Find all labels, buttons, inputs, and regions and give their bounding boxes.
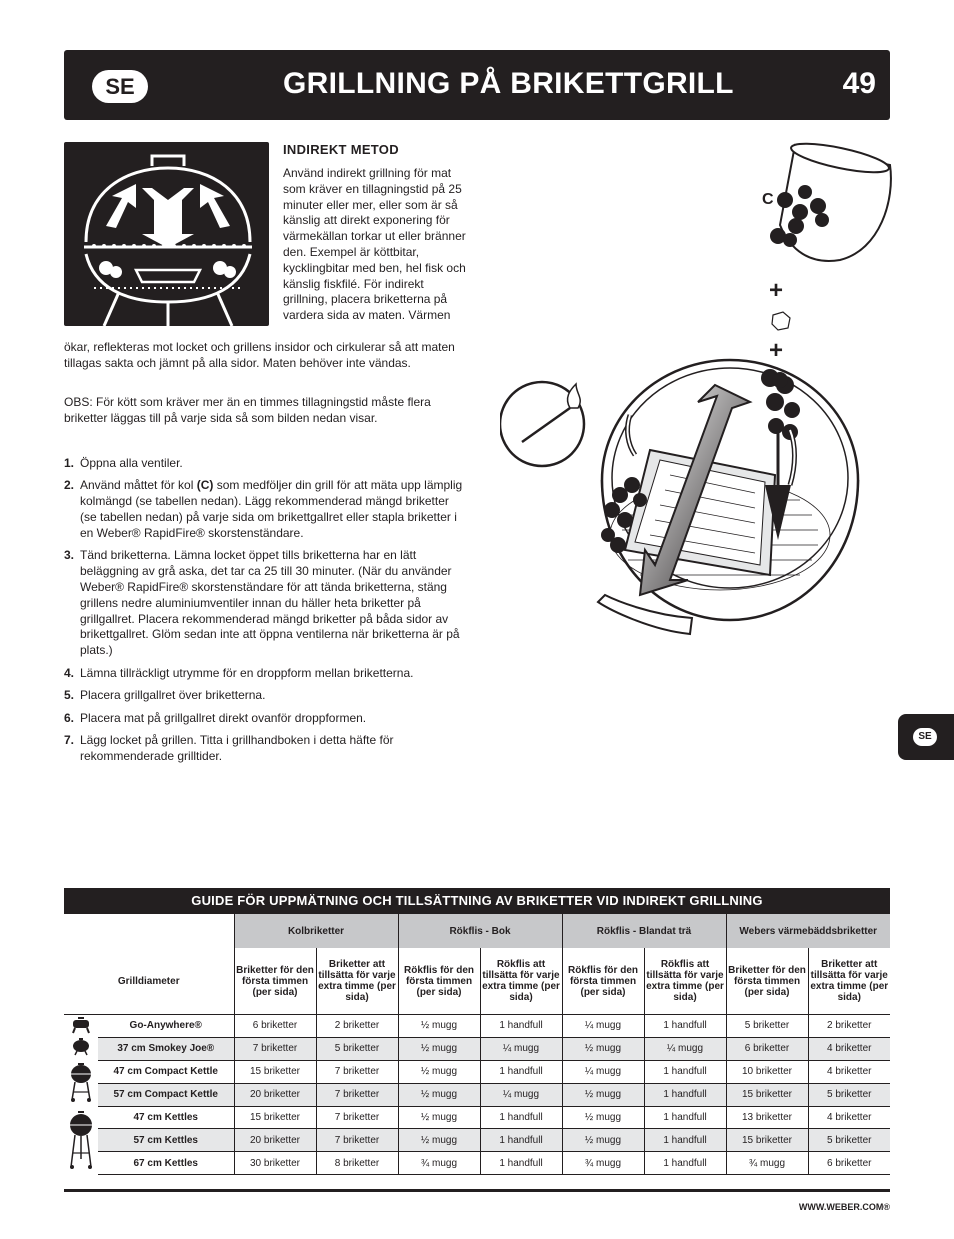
footer-divider [64,1189,890,1192]
table-row [64,1129,890,1152]
sub-header: Briketter att tillsätta för varje extra timme (per sida) [316,948,398,1015]
step-text: Placera mat på grillgallret direkt ovanför droppformen. [80,710,367,725]
value-cell: 1 handfull [480,1106,562,1129]
step-text: Tänd briketterna. Lämna locket öppet tills briketterna har en lätt beläggning av grå aska, det tar ca 25 till 30 minuter. (När du använder Weber® RapidFire® skorstenständare för att tända briketterna, stäng grillens nedre aluminiumventiler innan du häller heta briketter på grillgallret. Placera rekommenderad mängd briketter på båda sidor av brikettgallret. Glöm sedan inte att öppna ventilerna när briketterna är på plats.) [80,548,460,658]
obs-note: OBS: För kött som kräver mer än en timmes tillagningstid måste flera briketter läggas till på varje sida så som bilden nedan visar. [64,395,431,425]
step-number: 5. [64,688,75,703]
value-cell: 20 briketter [234,1083,316,1106]
kettle-grill-icon [64,1106,98,1175]
guide-title-bar [64,888,890,914]
table-row [64,1152,890,1175]
instruction-step [64,733,464,765]
page-title: GRILLNING PÅ BRIKETTGRILL [283,67,734,100]
instruction-step [64,666,464,682]
step-number: 2. [64,478,75,493]
grill-diameter-cell: 67 cm Kettles [98,1152,234,1175]
guide-title: GUIDE FÖR UPPMÄTNING OCH TILLSÄTTNING AV BRIKETTER VID INDIREKT GRILLNING [191,893,763,908]
value-cell: 30 briketter [234,1152,316,1175]
sub-header: Briketter för den första timmen (per sida) [726,948,808,1015]
value-cell: 15 briketter [726,1129,808,1152]
value-cell: ¾ mugg [562,1152,644,1175]
value-cell: 1 handfull [480,1152,562,1175]
table-row [64,1015,890,1038]
value-cell: 1 handfull [644,1129,726,1152]
value-cell: 5 briketter [808,1129,890,1152]
table-row [64,1083,890,1106]
step-number: 4. [64,665,75,680]
wood-chunk-icon [772,312,790,330]
value-cell: ¼ mugg [480,1037,562,1060]
go-anywhere-grill-icon [64,1015,98,1038]
measuring-cup-icon [770,140,891,261]
value-cell: 10 briketter [726,1060,808,1083]
instruction-step [64,688,464,704]
value-cell: ½ mugg [562,1129,644,1152]
grill-diameter-cell: 57 cm Kettles [98,1129,234,1152]
section-heading: INDIREKT METOD [283,142,399,157]
footer-url: WWW.WEBER.COM® [798,1202,890,1212]
sub-header: Briketter att tillsätta för varje extra timme (per sida) [808,948,890,1015]
value-cell: 1 handfull [644,1015,726,1038]
value-cell: 7 briketter [316,1060,398,1083]
value-cell: ¾ mugg [726,1152,808,1175]
value-cell: 1 handfull [644,1152,726,1175]
grill-diameter-cell: 37 cm Smokey Joe® [98,1037,234,1060]
label-c: C [762,191,774,208]
value-cell: ¼ mugg [562,1060,644,1083]
value-cell: 1 handfull [644,1060,726,1083]
value-cell: ¼ mugg [480,1083,562,1106]
value-cell: 7 briketter [316,1129,398,1152]
value-cell: 13 briketter [726,1106,808,1129]
table-row [64,1037,890,1060]
value-cell: 1 handfull [480,1060,562,1083]
grill-diameter-cell: 47 cm Compact Kettle [98,1060,234,1083]
value-cell: 2 briketter [316,1015,398,1038]
side-language-tab [898,714,954,760]
grill-diameter-cell: 47 cm Kettles [98,1106,234,1129]
instruction-step [64,548,464,659]
group-header: Webers värmebäddsbriketter [726,914,890,948]
page-number: 49 [842,67,876,100]
instruction-steps [64,456,464,771]
value-cell: 1 handfull [480,1129,562,1152]
compact-kettle-grill-icon [64,1060,98,1106]
kettle-grill-illustration [500,140,900,660]
row-header-label: Grilldiameter [64,948,234,1015]
value-cell: 7 briketter [234,1037,316,1060]
plus-sign-2: + [769,337,784,364]
sub-header: Rökflis att tillsätta för varje extra timme (per sida) [480,948,562,1015]
step-text: Lämna tillräckligt utrymme för en droppform mellan briketterna. [80,665,414,680]
step-text: Lägg locket på grillen. Titta i grillhandboken i detta häfte för rekommenderade grilltider. [80,733,394,763]
value-cell: ½ mugg [562,1106,644,1129]
intro-paragraph-continued: ökar, reflekteras mot locket och grillens insidor och cirkulerar så att maten tillagas sakta och jämnt på alla sidor. Maten behöver inte vändas. [64,340,455,370]
table-row [64,1106,890,1129]
language-badge: SE [92,70,148,103]
value-cell: 6 briketter [726,1037,808,1060]
value-cell: 5 briketter [808,1083,890,1106]
briquette-guide-table [64,914,890,1175]
value-cell: 7 briketter [316,1083,398,1106]
value-cell: ¾ mugg [398,1152,480,1175]
value-cell: 6 briketter [234,1015,316,1038]
value-cell: ½ mugg [398,1129,480,1152]
sub-header: Rökflis för den första timmen (per sida) [398,948,480,1015]
value-cell: 15 briketter [726,1083,808,1106]
step-number: 6. [64,710,75,725]
value-cell: ½ mugg [398,1015,480,1038]
smokey-joe-grill-icon [64,1037,98,1060]
value-cell: 5 briketter [726,1015,808,1038]
step-text: Använd måttet för kol [80,478,197,493]
step-reference: (C) [196,478,214,493]
intro-paragraph: Använd indirekt grillning för mat som kräver en tillagningstid på 25 minuter eller mer, eller som är så känslig att direkt exponering för värmekällan torkar ut eller bränner den. Exempel är köttbitar, kycklingbitar med ben, hel fisk och känslig fiskfilé. För indirekt grillning, placera briketterna på vardera sida av maten. Värmen [283,166,466,323]
step-number: 1. [64,456,75,470]
value-cell: ½ mugg [562,1083,644,1106]
instruction-step [64,456,464,472]
value-cell: ½ mugg [562,1037,644,1060]
table-corner [64,914,234,948]
value-cell: ¼ mugg [644,1037,726,1060]
value-cell: 4 briketter [808,1060,890,1083]
value-cell: 1 handfull [644,1106,726,1129]
value-cell: 5 briketter [316,1037,398,1060]
value-cell: 20 briketter [234,1129,316,1152]
value-cell: 2 briketter [808,1015,890,1038]
value-cell: ½ mugg [398,1037,480,1060]
value-cell: ½ mugg [398,1106,480,1129]
value-cell: 6 briketter [808,1152,890,1175]
sub-header: Rökflis att tillsätta för varje extra timme (per sida) [644,948,726,1015]
indirect-heat-icon [64,142,269,326]
step-number: 3. [64,548,75,563]
instruction-step [64,711,464,727]
value-cell: ½ mugg [398,1083,480,1106]
group-header: Kolbriketter [234,914,398,948]
value-cell: 15 briketter [234,1060,316,1083]
value-cell: 1 handfull [480,1015,562,1038]
grill-diameter-cell: 57 cm Compact Kettle [98,1083,234,1106]
value-cell: 4 briketter [808,1037,890,1060]
group-header: Rökflis - Blandat trä [562,914,726,948]
step-text: Öppna alla ventiler. [80,456,183,470]
step-text: Placera grillgallret över briketterna. [80,688,266,703]
step-number: 7. [64,733,75,748]
side-language-label: SE [913,728,937,746]
value-cell: 4 briketter [808,1106,890,1129]
sub-header: Briketter för den första timmen (per sida) [234,948,316,1015]
group-header: Rökflis - Bok [398,914,562,948]
grill-diameter-cell: Go-Anywhere® [98,1015,234,1038]
plus-sign-1: + [769,277,784,304]
step-text-continued: som medföljer din grill för att mäta upp lämplig kolmängd (se tabellen nedan). Lägg rekommenderad mängd briketter (se tabellen nedan) på varje sida om brikettgallret eller stapla briketter i en Weber® RapidFire® skorstenständare. [80,478,463,540]
value-cell: ¼ mugg [562,1015,644,1038]
value-cell: 1 handfull [644,1083,726,1106]
value-cell: 15 briketter [234,1106,316,1129]
sub-header: Rökflis för den första timmen (per sida) [562,948,644,1015]
page-header [64,50,890,120]
value-cell: ½ mugg [398,1060,480,1083]
value-cell: 7 briketter [316,1106,398,1129]
table-row [64,1060,890,1083]
value-cell: 8 briketter [316,1152,398,1175]
instruction-step [64,478,464,541]
